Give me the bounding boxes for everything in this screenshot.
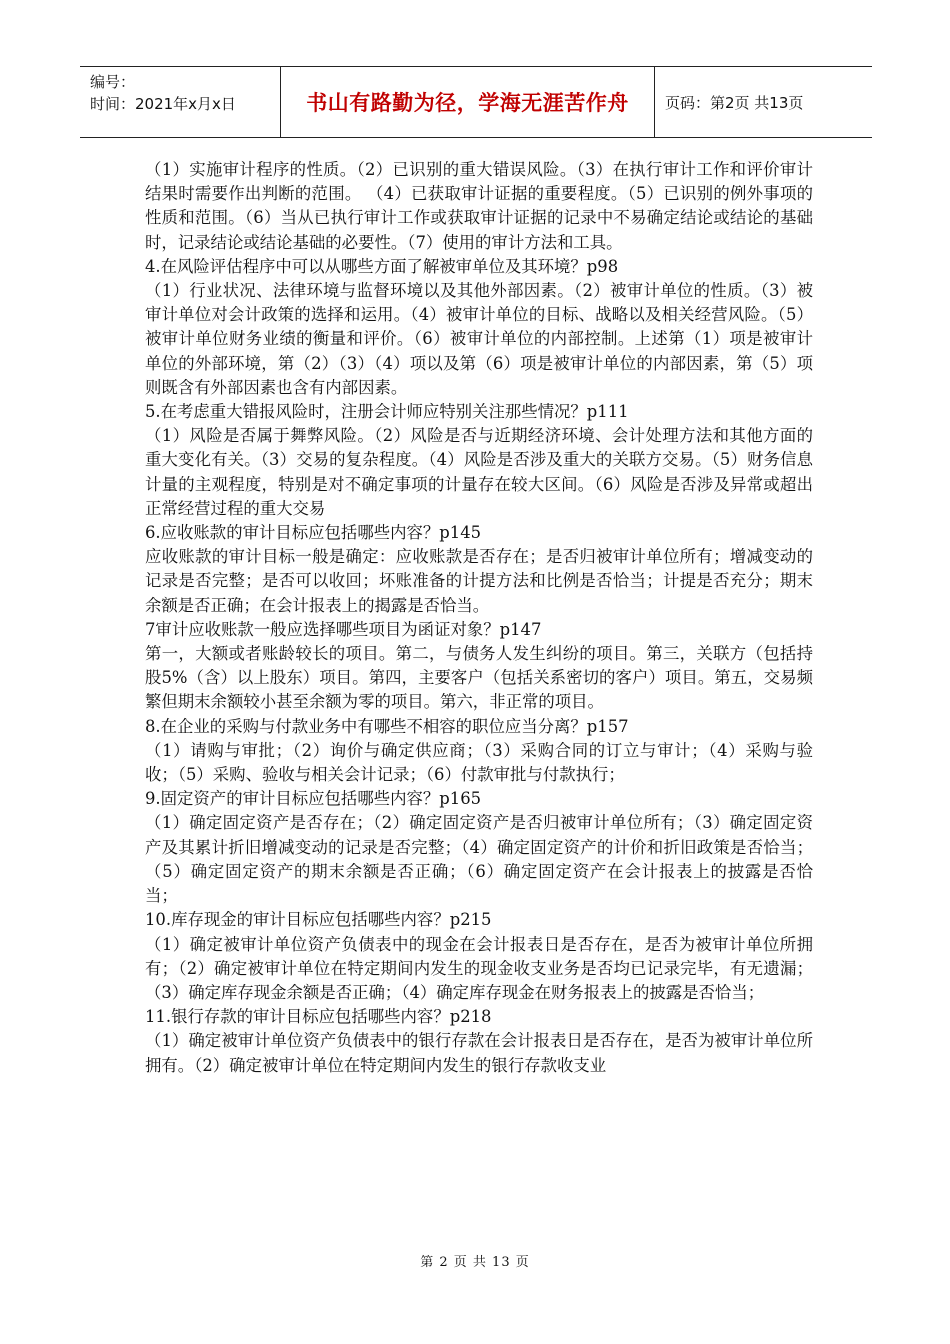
header-page-info: 页码：第2页 共13页 [665, 93, 804, 112]
paragraph: 第一，大额或者账龄较长的项目。第二，与债务人发生纠纷的项目。第三，关联方（包括持股5%（含）以上股东）项目。第四，主要客户（包括关系密切的客户）项目。第五，交易频繁但期末余额较小甚至余额为零的项目。第六，非正常的项目。 [145, 644, 813, 712]
paragraph: （1）请购与审批；（2）询价与确定供应商；（3）采购合同的订立与审计；（4）采购与验收；（5）采购、验收与相关会计记录；（6）付款审批与付款执行； [145, 740, 813, 785]
page-footer: 第 2 页 共 13 页 [420, 1255, 530, 1270]
question-heading: 7审计应收账款一般应选择哪些项目为函证对象？p147 [145, 619, 542, 639]
question-heading: 10.库存现金的审计目标应包括哪些内容？p215 [145, 910, 492, 930]
question-heading: 6.应收账款的审计目标应包括哪些内容？p145 [145, 523, 482, 543]
paragraph: （1）风险是否属于舞弊风险。（2）风险是否与近期经济环境、会计处理方法和其他方面的重大变化有关。（3）交易的复杂程度。（4）风险是否涉及重大的关联方交易。（5）财务信息计量的主观程度，特别是对不确定事项的计量存在较大区间。（6）风险是否涉及异常或超出正常经营过程的重大交易 [145, 426, 813, 518]
document-body [145, 158, 813, 1078]
paragraph: 应收账款的审计目标一般是确定：应收账款是否存在；是否归被审计单位所有；增减变动的记录是否完整；是否可以收回；坏账准备的计提方法和比例是否恰当；计提是否充分；期末余额是否正确；在会计报表上的揭露是否恰当。 [145, 547, 813, 615]
paragraph: （1）确定被审计单位资产负债表中的银行存款在会计报表日是否存在，是否为被审计单位所拥有。（2）确定被审计单位在特定期间内发生的银行存款收支业 [145, 1031, 813, 1075]
paragraph: （1）实施审计程序的性质。（2）已识别的重大错误风险。（3）在执行审计工作和评价审计结果时需要作出判断的范围。 （4）已获取审计证据的重要程度。（5）已识别的例外事项的性质和范围。（6）当从已执行审计工作或获取审计证据的记录中不易确定结论或结论的基础时，记录结论或结论基础的必要性。（7）使用的审计方法和工具。 [145, 160, 813, 252]
paragraph: （1）行业状况、法律环境与监督环境以及其他外部因素。（2）被审计单位的性质。（3）被审计单位对会计政策的选择和运用。（4）被审计单位的目标、战略以及相关经营风险。（5）被审计单位财务业绩的衡量和评价。（6）被审计单位的内部控制。上述第（1）项是被审计单位的外部环境，第（2）（3）（4）项以及第（6）项是被审计单位的内部因素，第（5）项则既含有外部因素也含有内部因素。 [145, 281, 813, 397]
document-date-label: 时间：2021年x月x日 [90, 95, 236, 113]
page-header [80, 66, 872, 138]
question-heading: 5.在考虑重大错报风险时，注册会计师应特别关注那些情况？p111 [145, 402, 629, 422]
question-heading: 4.在风险评估程序中可以从哪些方面了解被审单位及其环境？p98 [145, 256, 619, 276]
paragraph: （1）确定固定资产是否存在；（2）确定固定资产是否归被审计单位所有；（3）确定固定资产及其累计折旧增减变动的记录是否完整；（4）确定固定资产的计价和折旧政策是否恰当；（5）确定固定资产的期末余额是否正确；（6）确定固定资产在会计报表上的披露是否恰当； [145, 813, 813, 906]
paragraph: （1）确定被审计单位资产负债表中的现金在会计报表日是否存在，是否为被审计单位所拥有；（2）确定被审计单位在特定期间内发生的现金收支业务是否均已记录完毕，有无遗漏；（3）确定库存现金余额是否正确；（4）确定库存现金在财务报表上的披露是否恰当； [145, 934, 813, 1002]
question-heading: 8.在企业的采购与付款业务中有哪些不相容的职位应当分离？p157 [145, 716, 629, 736]
header-motto: 书山有路勤为径，学海无涯苦作舟 [281, 67, 655, 137]
document-number-label: 编号： [90, 73, 136, 91]
header-meta [80, 67, 281, 137]
question-heading: 11.银行存款的审计目标应包括哪些内容？p218 [145, 1007, 492, 1027]
question-heading: 9.固定资产的审计目标应包括哪些内容？p165 [145, 789, 482, 809]
